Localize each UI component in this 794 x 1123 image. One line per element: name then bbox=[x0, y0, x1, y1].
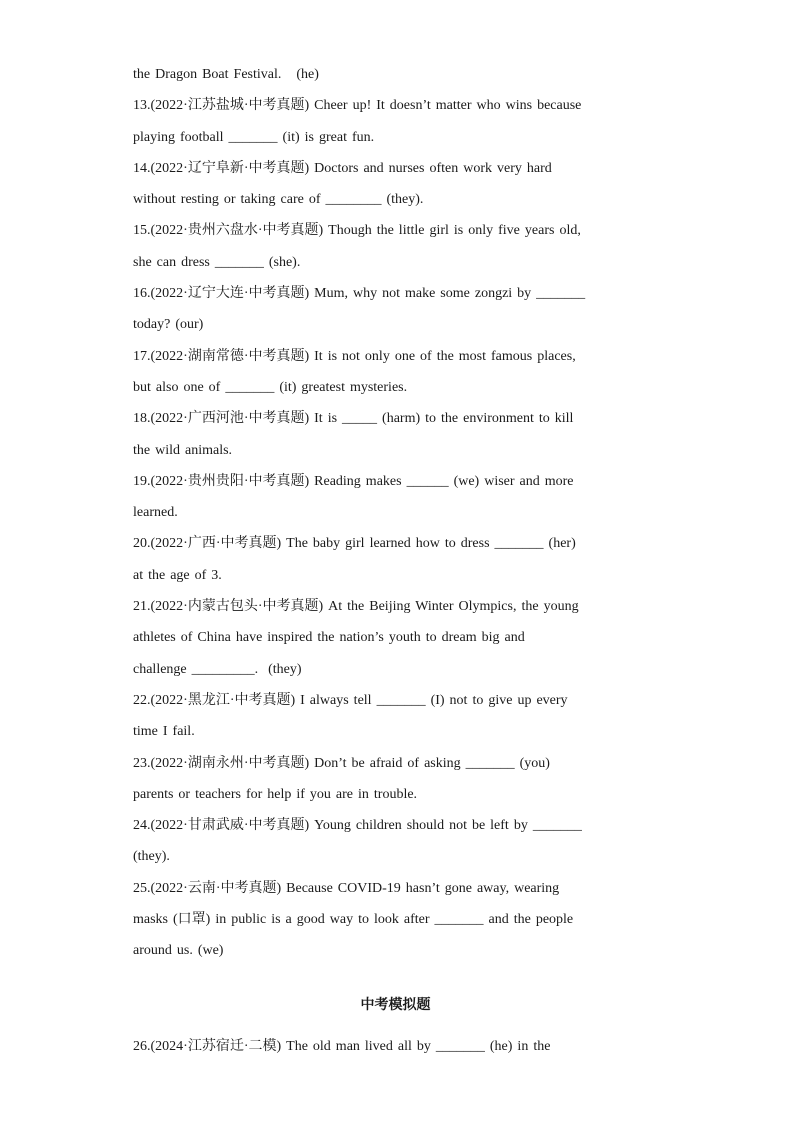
exercise-list bbox=[133, 64, 658, 1067]
question-24-line-1: 24.(2022·甘肃武威·中考真题) Young children should not be left by _______ bbox=[133, 818, 582, 834]
question-16-line-2: today? (our) bbox=[133, 317, 204, 333]
question-14-line-1: 14.(2022·辽宁阜新·中考真题) Doctors and nurses often work very hard bbox=[133, 160, 552, 176]
question-18-line-1: 18.(2022·广西河池·中考真题) It is _____ (harm) to the environment to kill bbox=[133, 411, 574, 427]
question-23-line-1: 23.(2022·湖南永州·中考真题) Don’t be afraid of asking _______ (you) bbox=[133, 755, 550, 771]
question-16-line-1: 16.(2022·辽宁大连·中考真题) Mum, why not make some zongzi by _______ bbox=[133, 286, 586, 302]
text-line-1: the Dragon Boat Festival. (he) bbox=[133, 67, 319, 82]
question-19-line-2: learned. bbox=[133, 505, 178, 521]
question-25-line-3: around us. (we) bbox=[133, 943, 224, 959]
question-25-line-2: masks (口罩) in public is a good way to look after _______ and the people bbox=[133, 912, 574, 928]
question-20-line-2: at the age of 3. bbox=[133, 567, 222, 583]
question-24-line-2: (they). bbox=[133, 849, 170, 865]
question-21-line-2: athletes of China have inspired the nation’s youth to dream big and bbox=[133, 630, 525, 646]
question-21-line-1: 21.(2022·内蒙古包头·中考真题) At the Beijing Winter Olympics, the young bbox=[133, 599, 579, 615]
question-20-line-1: 20.(2022·广西·中考真题) The baby girl learned how to dress _______ (her) bbox=[133, 536, 576, 552]
question-19-line-1: 19.(2022·贵州贵阳·中考真题) Reading makes ______ (we) wiser and more bbox=[133, 473, 574, 489]
question-15-line-1: 15.(2022·贵州六盘水·中考真题) Though the little girl is only five years old, bbox=[133, 223, 581, 239]
question-23-line-2: parents or teachers for help if you are in trouble. bbox=[133, 786, 418, 802]
question-21-line-3: challenge _________. (they) bbox=[133, 661, 302, 677]
question-26-line-1: 26.(2024·江苏宿迁·二模) The old man lived all by _______ (he) in the bbox=[133, 1038, 551, 1054]
question-22-line-1: 22.(2022·黑龙江·中考真题) I always tell _______ (I) not to give up every bbox=[133, 692, 568, 708]
question-18-line-2: the wild animals. bbox=[133, 442, 233, 458]
question-13-line-1: 13.(2022·江苏盐城·中考真题) Cheer up! It doesn’t matter who wins because bbox=[133, 98, 582, 114]
question-13-line-2: playing football _______ (it) is great fun. bbox=[133, 129, 375, 145]
question-15-line-2: she can dress _______ (she). bbox=[133, 254, 301, 270]
question-25-line-1: 25.(2022·云南·中考真题) Because COVID-19 hasn’t gone away, wearing bbox=[133, 880, 560, 896]
question-17-line-2: but also one of _______ (it) greatest mysteries. bbox=[133, 379, 408, 395]
section-title: 中考模拟题 bbox=[360, 996, 431, 1013]
question-22-line-2: time I fail. bbox=[133, 724, 195, 740]
question-14-line-2: without resting or taking care of ________ (they). bbox=[133, 192, 424, 208]
question-17-line-1: 17.(2022·湖南常德·中考真题) It is not only one of the most famous places, bbox=[133, 348, 576, 364]
